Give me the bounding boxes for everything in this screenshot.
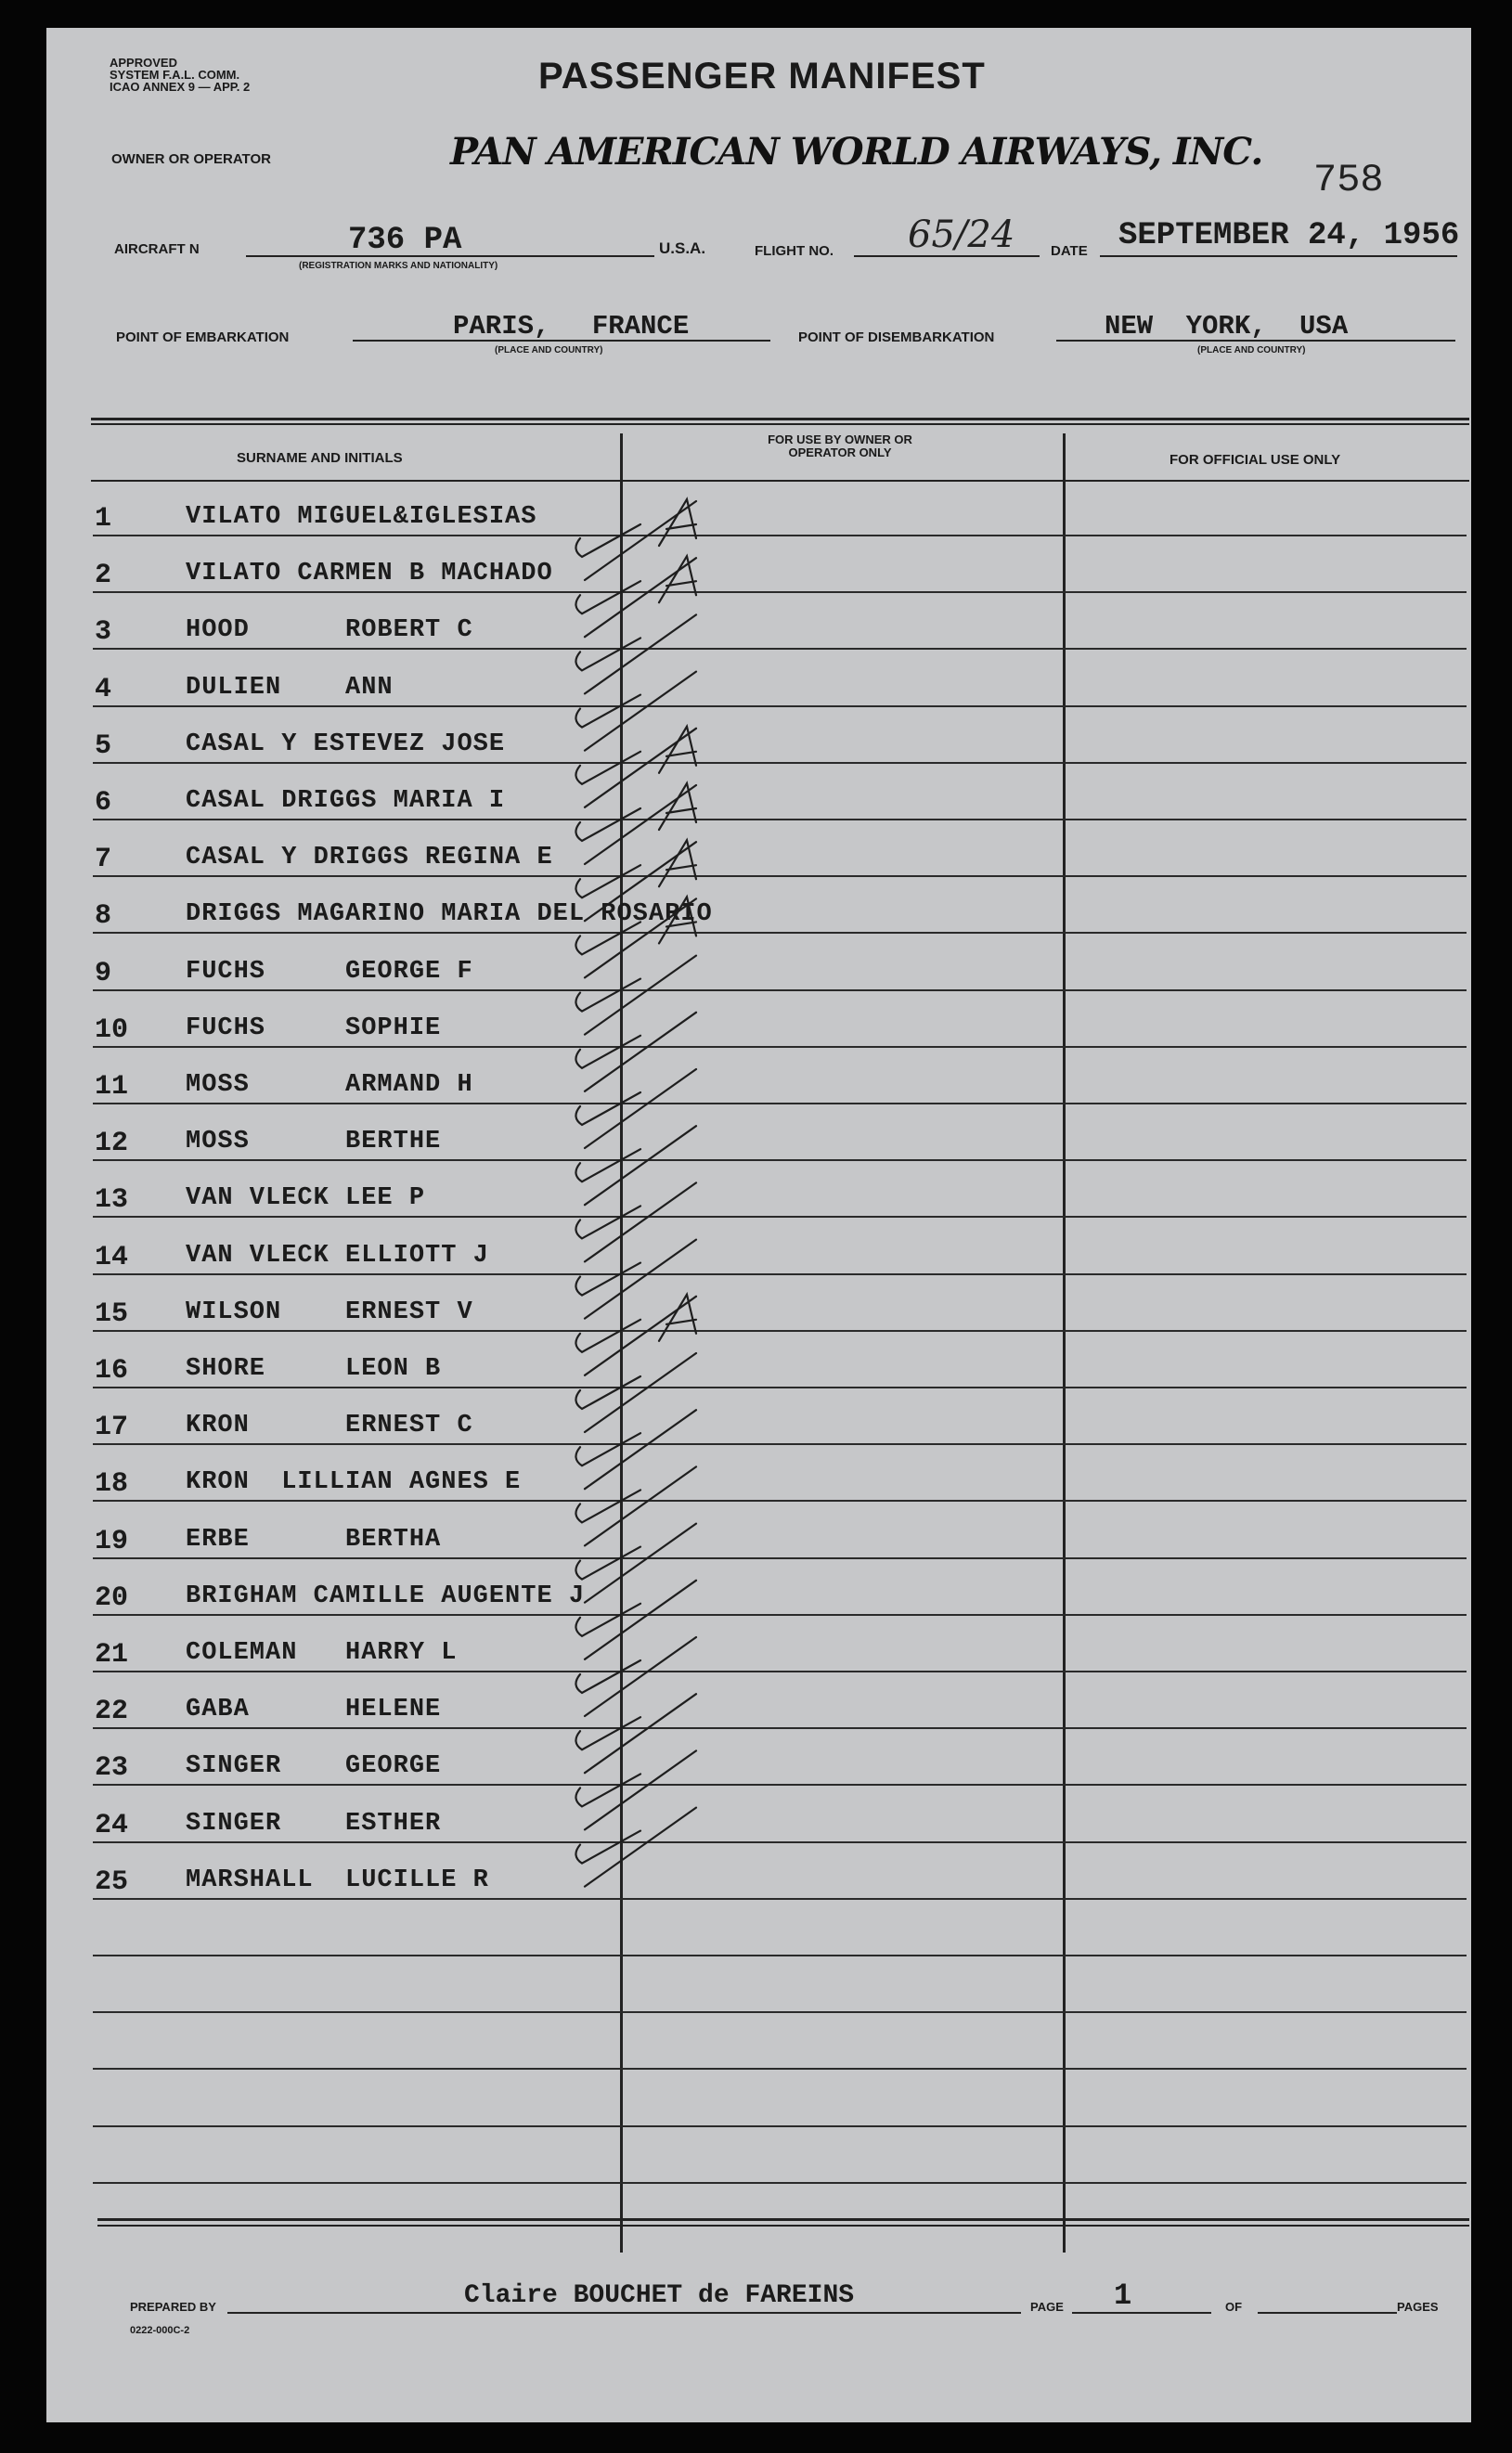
flight-label: FLIGHT NO. [755,243,834,259]
row-number: 16 [95,1355,129,1387]
row-number: 4 [95,673,112,705]
pages-label: PAGES [1397,2300,1439,2314]
embark-label: POINT OF EMBARKATION [116,329,290,345]
approval-line-2: SYSTEM F.A.L. COMM. [110,68,240,82]
row-number: 24 [95,1809,129,1841]
passenger-name: SHORE LEON B [186,1355,442,1383]
check-tick [575,1320,640,1352]
check-slash [585,1013,696,1091]
check-tick [575,1604,640,1636]
check-tick [575,1376,640,1409]
disembark-label: POINT OF DISEMBARKATION [798,329,995,345]
row-number: 25 [95,1866,129,1898]
row-number: 22 [95,1696,129,1728]
check-marks [46,28,1471,2422]
check-slash [585,1353,696,1432]
page-underline [1072,2312,1211,2314]
passenger-name: VAN VLECK LEE P [186,1184,426,1213]
check-tick [575,1547,640,1580]
passenger-name: FUCHS SOPHIE [186,1013,442,1042]
of-underline [1258,2312,1397,2314]
embark-sub: (PLACE AND COUNTRY) [495,345,603,355]
row-number: 5 [95,729,112,762]
check-tick [575,1149,640,1181]
check-slash [585,1126,696,1205]
passenger-name: WILSON ERNEST V [186,1298,473,1326]
row-number: 11 [95,1071,129,1103]
check-slash [585,1808,696,1887]
col-owner-header: FOR USE BY OWNER OR OPERATOR ONLY [768,433,912,459]
of-label: OF [1225,2300,1243,2314]
check-slash [585,1410,696,1489]
disembark-sub: (PLACE AND COUNTRY) [1197,345,1306,355]
row-number: 1 [95,503,112,535]
approval-line-3: ICAO ANNEX 9 — APP. 2 [110,80,251,94]
check-tick [575,979,640,1012]
check-slash [585,1637,696,1716]
form-number: 0222-000C-2 [130,2325,190,2336]
col-names-header: SURNAME AND INITIALS [237,450,403,466]
check-slash [585,1069,696,1148]
check-tick [575,1831,640,1864]
operator-name: PAN AMERICAN WORLD AIRWAYS, INC. [450,130,1263,174]
passenger-name: SINGER GEORGE [186,1752,442,1781]
check-tick [575,638,640,670]
passenger-name: COLEMAN HARRY L [186,1639,458,1667]
manifest-number: 758 [1313,158,1384,202]
passenger-name: CASAL Y DRIGGS REGINA E [186,844,553,872]
check-slash [585,1694,696,1773]
row-number: 7 [95,844,112,876]
row-number: 20 [95,1582,129,1614]
passenger-name: HOOD ROBERT C [186,616,473,645]
owner-label: OWNER OR OPERATOR [111,151,271,167]
passenger-name: KRON ERNEST C [186,1412,473,1440]
passenger-name: VAN VLECK ELLIOTT J [186,1241,489,1270]
check-slash [585,956,696,1035]
col-official-header: FOR OFFICIAL USE ONLY [1170,452,1341,468]
row-number: 19 [95,1525,129,1557]
check-tick [575,524,640,557]
prepared-label: PREPARED BY [130,2300,216,2314]
row-number: 12 [95,1128,129,1160]
passenger-name: VILATO MIGUEL&IGLESIAS [186,503,537,531]
flight-date: SEPTEMBER 24, 1956 [1118,218,1460,253]
passenger-name: ERBE BERTHA [186,1525,442,1554]
disembark-place: NEW YORK, USA [1105,311,1349,342]
usa-label: U.S.A. [659,239,706,257]
aircraft-registration: 736 PA [348,223,462,258]
check-slash [585,1581,696,1659]
check-tick [575,1092,640,1125]
check-tick [575,1036,640,1068]
check-tick [575,1263,640,1296]
prepared-by-name: Claire BOUCHET de FAREINS [464,2281,855,2310]
check-slash [585,1466,696,1545]
passenger-name: VILATO CARMEN B MACHADO [186,560,553,588]
check-tick [575,581,640,613]
row-number: 18 [95,1468,129,1501]
passenger-name: MOSS ARMAND H [186,1071,473,1099]
passenger-name: DRIGGS MAGARINO MARIA DEL ROSARIO [186,900,713,929]
passenger-name: KRON LILLIAN AGNES E [186,1468,522,1497]
aircraft-label: AIRCRAFT N [114,241,200,257]
row-number: 9 [95,957,112,989]
approval-line-1: APPROVED [110,56,177,70]
row-number: 10 [95,1013,129,1046]
check-tick [575,1774,640,1806]
check-tick [575,1660,640,1693]
passenger-name: CASAL DRIGGS MARIA I [186,787,506,815]
embark-place: PARIS, FRANCE [453,311,690,342]
check-slash [585,1750,696,1829]
passenger-name: GABA HELENE [186,1696,442,1724]
check-slash [585,1524,696,1603]
passenger-name: CASAL Y ESTEVEZ JOSE [186,729,506,758]
check-slash [585,614,696,693]
passenger-name: SINGER ESTHER [186,1809,442,1838]
row-number: 14 [95,1241,129,1273]
row-number: 3 [95,616,112,649]
check-tick [575,1433,640,1465]
passenger-name: FUCHS GEORGE F [186,957,473,986]
page-number: 1 [1114,2279,1132,2313]
row-number: 13 [95,1184,129,1217]
check-tick [575,1490,640,1522]
check-tick [575,752,640,784]
manifest-page [46,28,1471,2422]
row-number: 15 [95,1298,129,1330]
passenger-name: MOSS BERTHE [186,1128,442,1156]
check-tick [575,1717,640,1749]
check-slash [585,1182,696,1261]
check-tick [575,695,640,728]
date-label: DATE [1051,243,1088,259]
passenger-name: BRIGHAM CAMILLE AUGENTE J [186,1582,586,1610]
check-tick [575,922,640,954]
prepared-underline [227,2312,1021,2314]
row-number: 21 [95,1639,129,1671]
passenger-name: DULIEN ANN [186,673,394,702]
passenger-name: MARSHALL LUCILLE R [186,1866,489,1894]
page-label: PAGE [1030,2300,1064,2314]
check-tick [575,865,640,897]
check-tick [575,808,640,841]
row-number: 23 [95,1752,129,1785]
check-tick [575,1206,640,1238]
aircraft-sub: (REGISTRATION MARKS AND NATIONALITY) [299,261,498,271]
flight-number: 65/24 [908,213,1015,256]
form-title: PASSENGER MANIFEST [538,56,986,97]
row-number: 17 [95,1412,129,1444]
row-number: 8 [95,900,112,933]
row-number: 6 [95,787,112,819]
row-number: 2 [95,560,112,592]
